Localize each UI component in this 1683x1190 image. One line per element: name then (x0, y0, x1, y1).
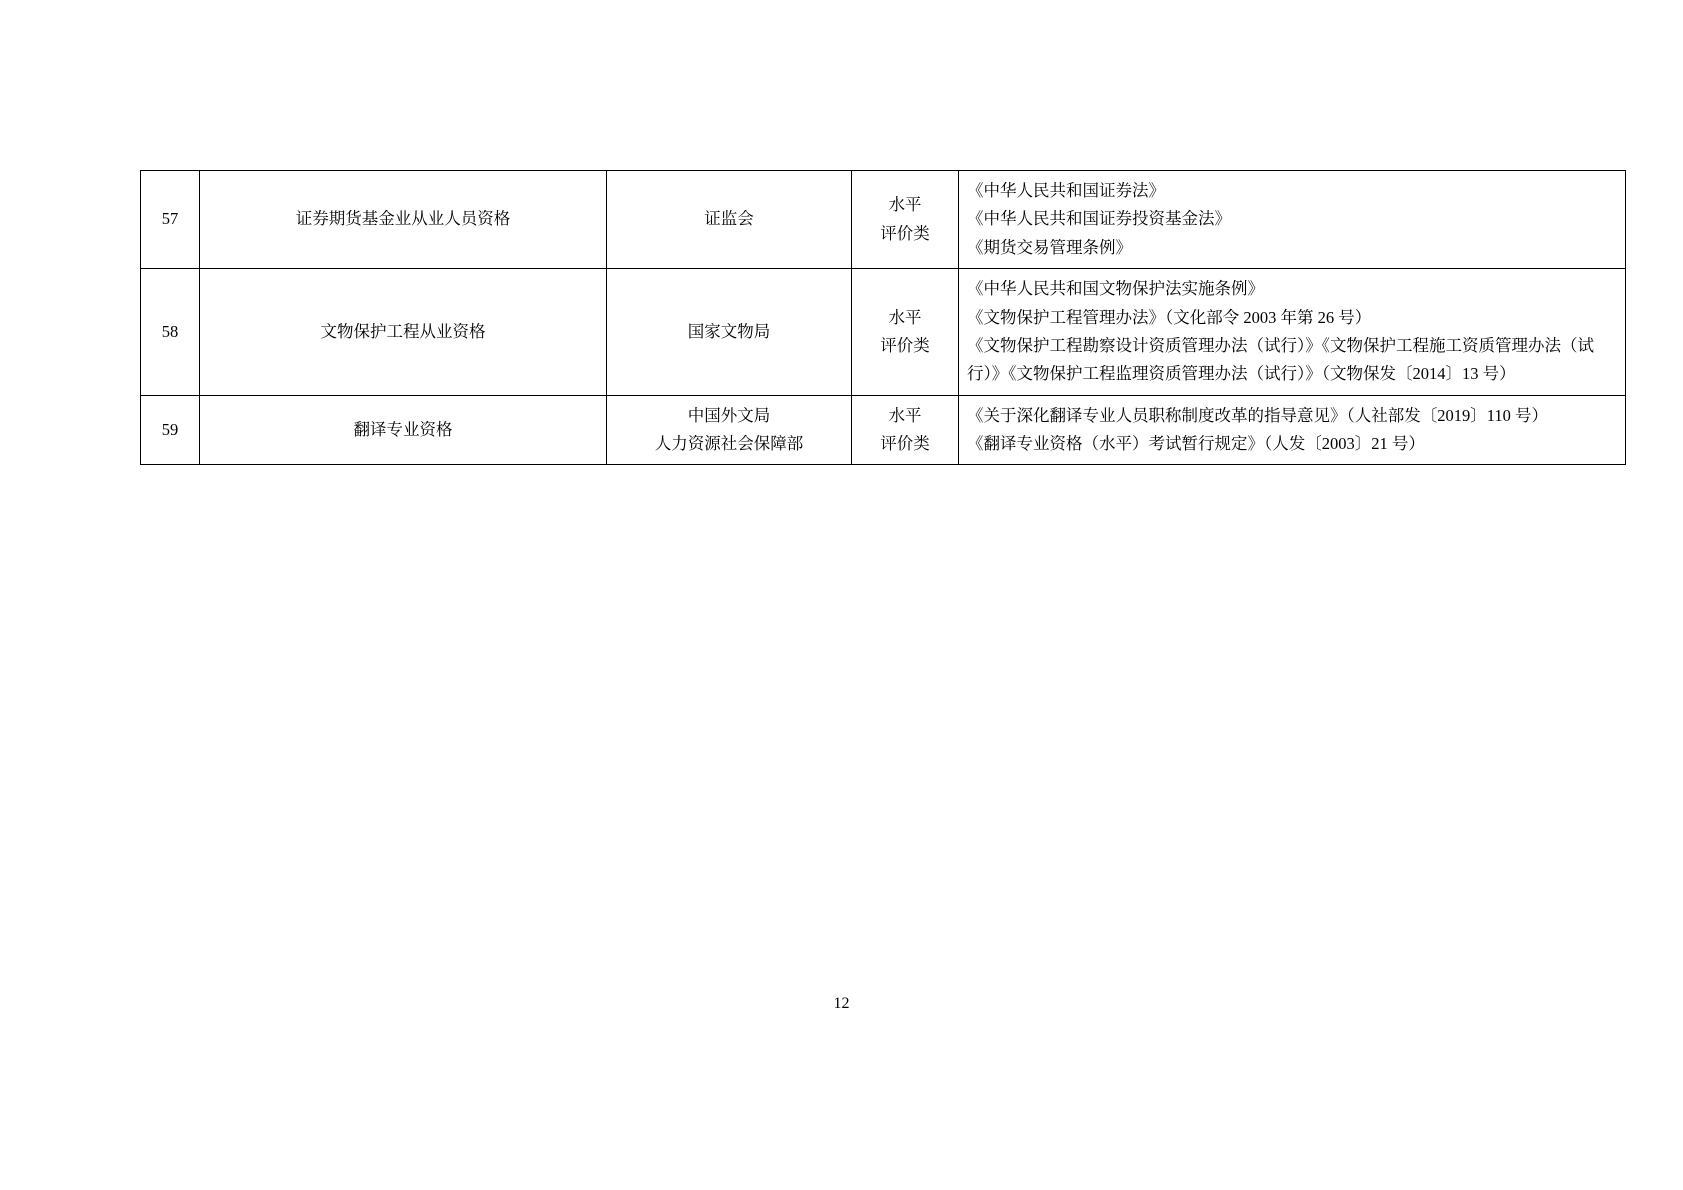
qualification-type (852, 395, 959, 465)
legal-basis (959, 269, 1626, 396)
qualification-name: 文物保护工程从业资格 (200, 269, 607, 396)
table-row (141, 269, 1626, 396)
qualification-type-line1: 水平 (888, 307, 922, 327)
qualification-type (852, 269, 959, 396)
legal-basis (959, 395, 1626, 465)
legal-basis-line: 《中华人民共和国证券投资基金法》 (967, 209, 1231, 229)
legal-basis-line: 《中华人民共和国文物保护法实施条例》 (967, 279, 1264, 299)
legal-basis-line: 《期货交易管理条例》 (967, 237, 1132, 257)
legal-basis (959, 171, 1626, 269)
legal-basis-line: 《文物保护工程勘察设计资质管理办法（试行）》《文物保护工程施工资质管理办法（试行）》《文物保护工程监理资质管理办法（试行）》（文物保发〔2014〕13 号） (967, 335, 1594, 384)
page-number: 12 (833, 995, 850, 1012)
table-row (141, 171, 1626, 269)
row-number: 58 (141, 269, 200, 396)
qualification-type-line1: 水平 (888, 405, 922, 425)
qualification-type (852, 171, 959, 269)
issuing-department (607, 395, 852, 465)
legal-basis-line: 《关于深化翻译专业人员职称制度改革的指导意见》（人社部发〔2019〕110 号） (967, 405, 1549, 425)
qualification-type-line2: 评价类 (880, 434, 930, 453)
legal-basis-line: 《中华人民共和国证券法》 (967, 181, 1165, 200)
qualification-table (140, 170, 1626, 465)
qualification-type-line1: 水平 (888, 195, 922, 215)
issuing-department-line1: 中国外文局 (687, 405, 771, 425)
row-number: 57 (141, 171, 200, 269)
qualification-type-line2: 评价类 (880, 223, 930, 243)
issuing-department: 证监会 (607, 171, 852, 269)
issuing-department-line2: 人力资源社会保障部 (654, 434, 804, 453)
row-number: 59 (141, 395, 200, 465)
issuing-department: 国家文物局 (607, 269, 852, 396)
legal-basis-line: 《翻译专业资格（水平）考试暂行规定》（人发〔2003〕21 号） (967, 434, 1425, 453)
legal-basis-line: 《文物保护工程管理办法》（文化部令 2003 年第 26 号） (967, 307, 1372, 327)
qualification-name: 证券期货基金业从业人员资格 (200, 171, 607, 269)
table-row (141, 395, 1626, 465)
qualification-name: 翻译专业资格 (200, 395, 607, 465)
qualification-type-line2: 评价类 (880, 335, 930, 355)
